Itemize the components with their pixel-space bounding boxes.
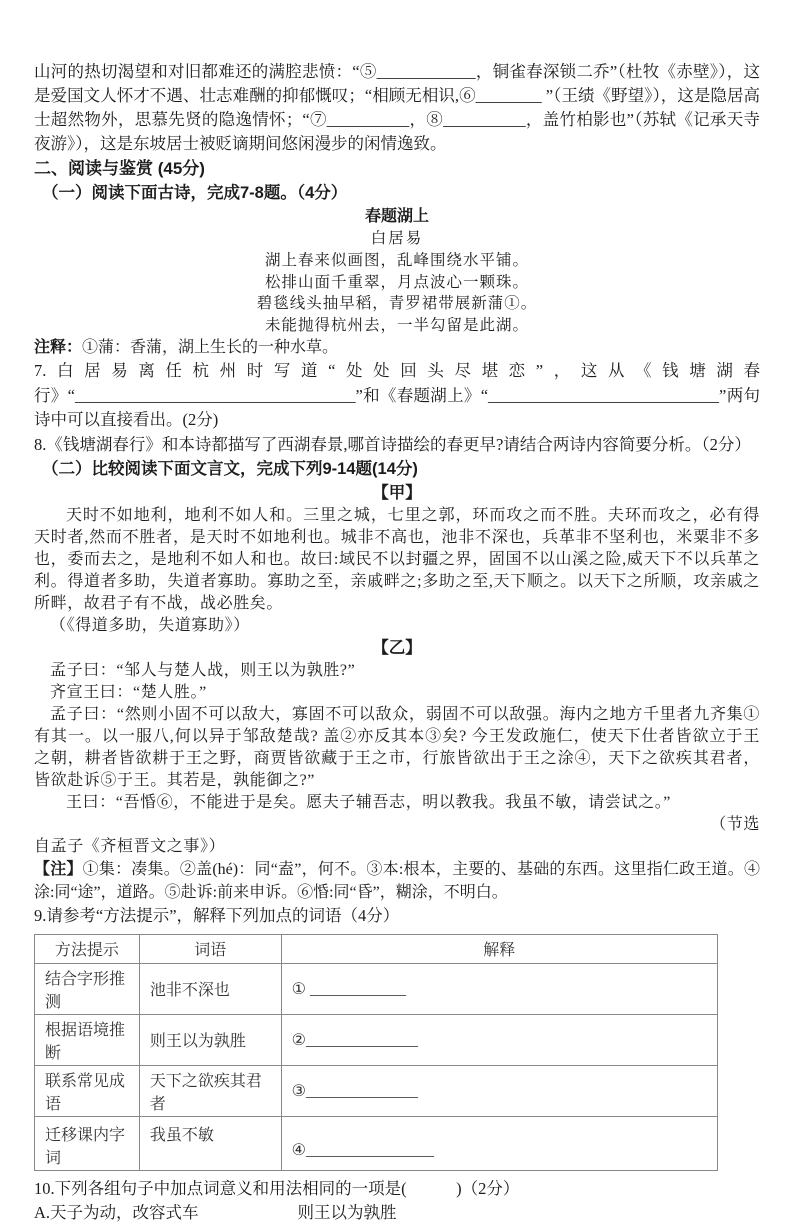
yi-paragraph: 孟子曰：“然则小固不可以敌大，寡固不可以敌众，弱固不可以敌强。海内之地方千里者九齐集①有其一。以一服八,何以异于邹敌楚哉? 盖②亦反其本③矣? 今王发政施仁，使天下仕者皆欲立于王之朝，耕者皆欲耕于王之野，商贾皆欲藏于王之市，行旅皆欲出于王之涂④，天下之欲疾其君者，皆欲赴诉⑤于王。其若是，孰能御之?” <box>34 706 760 789</box>
method-cell: 根据语境推断 <box>35 1014 140 1065</box>
section-heading-reading: 二、阅读与鉴赏 (45分) <box>34 159 205 178</box>
subsection-heading-poem: （一）阅读下面古诗，完成7-8题。（4分） <box>42 184 348 202</box>
jia-text: 天时不如地利，地利不如人和。三里之城，七里之郭，环而攻之而不胜。夫环而攻之，必有得天时者,然而不胜者，是天时不如地利也。城非不高也，池非不深也，兵革非不坚利也，米粟非不多也，委而去之，是地利不如人和也。故曰:域民不以封疆之界，固国不以山溪之险,威天下不以兵革之利。得道者多助，失道者寡助。寡助之至，亲戚畔之;多助之至,天下顺之。以天下之所顺，攻亲戚之所畔，故君子有不战，战必胜矣。 <box>34 507 760 612</box>
table-header-explanation: 解释 <box>281 934 717 963</box>
table-row <box>35 1014 718 1065</box>
jia-label: 【甲】 <box>372 484 422 502</box>
poem-note-text: ①蒲：香蒲，湖上生长的一种水草。 <box>82 339 339 356</box>
explanation-cell: ③______________ <box>281 1065 717 1116</box>
yi-label: 【乙】 <box>372 639 422 657</box>
word-cell: 天下之欲疾其君者 <box>139 1065 281 1116</box>
yi-paragraph: 齐宣王曰：“楚人胜。” <box>50 684 207 701</box>
poem-line: 湖上春来似画图，乱峰围绕水平铺。 <box>264 252 529 269</box>
method-cell: 迁移课内字词 <box>35 1116 140 1170</box>
jia-source: （《得道多助，失道寡助》） <box>50 617 250 634</box>
yi-paragraph: 孟子曰：“邹人与楚人战，则王以为孰胜?” <box>50 662 356 679</box>
table-row <box>35 1065 718 1116</box>
notes-label: 【注】 <box>34 861 83 878</box>
notes-paragraph <box>34 858 760 904</box>
yi-source-line2: 自孟子《齐桓晋文之事》） <box>34 838 226 855</box>
method-cell: 结合字形推测 <box>35 963 140 1014</box>
explanation-cell: ④________________ <box>281 1116 717 1170</box>
question-8: 8.《钱塘湖春行》和本诗都描写了西湖春景,哪首诗描绘的春更早?请结合两诗内容简要分析。（2分） <box>34 434 751 454</box>
method-table <box>34 934 718 1171</box>
table-header-row <box>35 934 718 963</box>
poem-title: 春题湖上 <box>364 208 429 225</box>
word-cell: 则王以为孰胜 <box>139 1014 281 1065</box>
question-9: 9.请参考“方法提示”，解释下列加点的词语（4分） <box>34 906 400 925</box>
yi-source-line1: （节选 <box>710 816 760 833</box>
poem-note-label: 注释： <box>34 339 83 356</box>
poem-line: 松排山面千重翠，月点波心一颗珠。 <box>264 273 529 291</box>
explanation-cell: ②______________ <box>281 1014 717 1065</box>
question-10: 10.下列各组句子中加点词意义和用法相同的一项是( )（2分） <box>34 1178 520 1198</box>
word-cell: 池非不深也 <box>139 963 281 1014</box>
question-10-option-a: A.天子为动，改容式车 则王以为孰胜 <box>34 1203 397 1222</box>
poem-author: 白居易 <box>370 230 424 247</box>
subsection-heading-classical: （二）比较阅读下面文言文，完成下列9-14题(14分) <box>42 460 418 478</box>
word-cell: 我虽不敏 <box>139 1116 281 1170</box>
table-header-word: 词语 <box>139 934 281 963</box>
intro-paragraph: 山河的热切渴望和对旧都难还的满腔悲愤：“⑤____________，铜雀春深锁二乔”（杜牧《赤壁》），这是爱国文人怀才不遇、壮志难酬的抑郁慨叹；“相顾无相识,⑥________ ”（王绩《野望》），这是隐居高士超然物外，思慕先贤的隐逸情怀；“⑦__________，⑧__________，盖竹柏影也”（苏轼《记承天寺夜游》），这是东坡居士被贬谪期间悠闲漫步的闲情逸致。 <box>34 62 760 153</box>
notes-text: ①集：凑集。②盖(hé)：同“盍”，何不。③本:根本，主要的、基础的东西。这里指仁政王道。④涂:同“途”，道路。⑤赴诉:前来申诉。⑥惛:同“昏”，糊涂，不明白。 <box>34 861 760 901</box>
poem-line: 碧毯线头抽早稻，青罗裙带展新蒲①。 <box>256 295 538 312</box>
method-cell: 联系常见成语 <box>35 1065 140 1116</box>
poem-note <box>34 336 760 359</box>
explanation-cell: ① ____________ <box>281 963 717 1014</box>
table-row <box>35 963 718 1014</box>
question-7: 7.白居易离任杭州时写道“处处回头尽堪恋”，这从《钱塘湖春行》“__________________________________”和《春题湖上》“____________________________”两句诗中可以直接看出。(2分) <box>34 361 760 429</box>
yi-paragraph: 王曰：“吾惛⑥，不能进于是矣。愿夫子辅吾志，明以教我。我虽不敏，请尝试之。” <box>66 794 672 811</box>
poem-block <box>34 206 760 336</box>
table-row <box>35 1116 718 1170</box>
poem-line: 未能抛得杭州去，一半勾留是此湖。 <box>264 316 529 334</box>
table-header-method: 方法提示 <box>35 934 140 963</box>
